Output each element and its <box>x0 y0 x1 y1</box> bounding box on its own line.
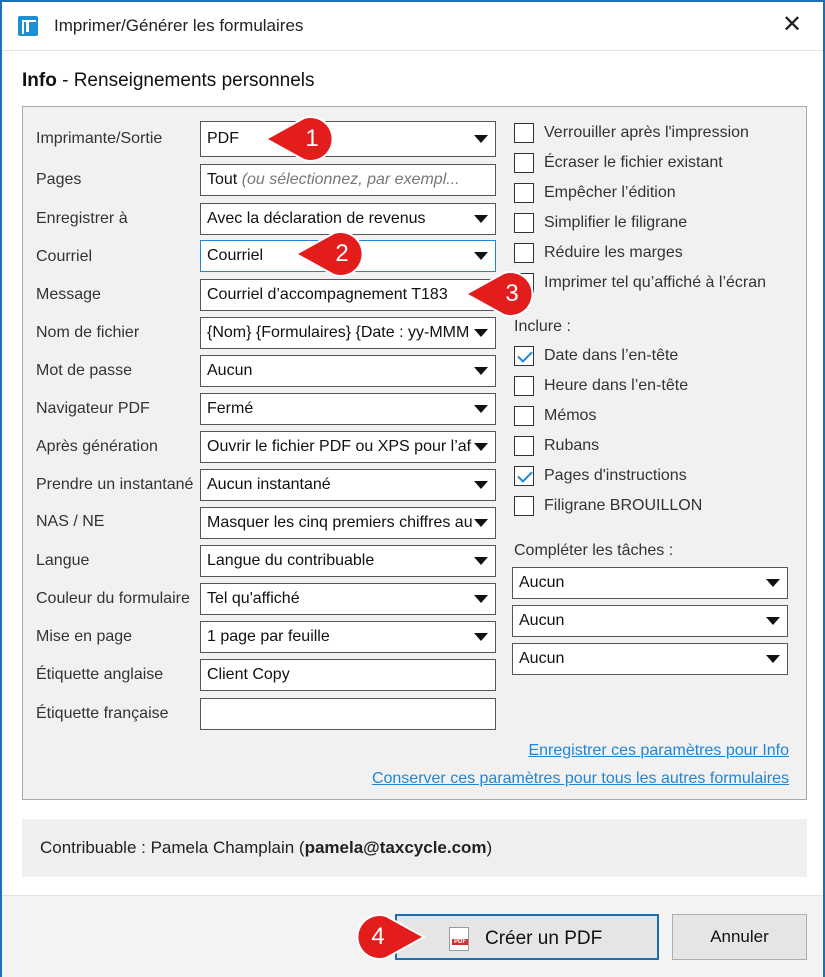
checkbox-label: Imprimer tel qu’affiché à l’écran <box>544 274 767 291</box>
checkbox-box[interactable] <box>514 183 534 203</box>
label-email: Courriel <box>36 248 93 265</box>
task-select-value: Aucun <box>519 612 565 629</box>
label-save-to: Enregistrer à <box>36 210 128 227</box>
taxpayer-name: Pamela Champlain ( <box>150 838 305 857</box>
chevron-down-icon <box>474 519 488 527</box>
title-divider <box>2 50 823 51</box>
label-sin-bn: NAS / NE <box>36 513 105 530</box>
chevron-down-icon <box>474 135 488 143</box>
complete-tasks-label: Compléter les tâches : <box>514 542 674 559</box>
taxpayer-close: ) <box>486 838 493 857</box>
callout-2 <box>294 227 394 277</box>
checkbox-label: Verrouiller après l'impression <box>544 124 749 141</box>
form-color-select[interactable] <box>200 583 496 615</box>
label-form-color: Couleur du formulaire <box>36 590 190 607</box>
task-select-2[interactable] <box>512 605 788 637</box>
close-icon[interactable]: ✕ <box>781 11 803 38</box>
chevron-down-icon <box>766 617 780 625</box>
email-value: Courriel <box>207 247 264 264</box>
label-pages: Pages <box>36 171 82 188</box>
chevron-down-icon <box>474 633 488 641</box>
taxpayer-sep: : <box>136 838 151 857</box>
checkbox-label: Mémos <box>544 407 597 424</box>
checkbox-box[interactable] <box>514 496 534 516</box>
label-password: Mot de passe <box>36 362 133 379</box>
label-after-generation: Après génération <box>36 438 158 455</box>
section-title <box>22 70 315 92</box>
create-pdf-label: Créer un PDF <box>485 928 603 949</box>
section-title-rest: - Renseignements personnels <box>56 70 315 91</box>
after-generation-select[interactable] <box>200 431 496 463</box>
pdf-viewer-value: Fermé <box>207 400 254 417</box>
callout-3 <box>464 267 564 317</box>
pages-placeholder: (ou sélectionnez, par exempl... <box>241 171 460 188</box>
label-file-name: Nom de fichier <box>36 324 140 341</box>
taxpayer-label: Contribuable <box>40 838 137 857</box>
pdf-viewer-select[interactable] <box>200 393 496 425</box>
title-bar <box>2 2 823 50</box>
taxpayer-info-bar <box>22 819 807 877</box>
snapshot-value: Aucun instantané <box>207 476 331 493</box>
taxpayer-email: pamela@taxcycle.com <box>304 838 487 857</box>
layout-value: 1 page par feuille <box>207 628 330 645</box>
checkbox-label: Filigrane BROUILLON <box>544 497 703 514</box>
label-message: Message <box>36 286 101 303</box>
checkbox-box[interactable] <box>514 466 534 486</box>
checkbox-label: Pages d'instructions <box>544 467 687 484</box>
sin-bn-value: Masquer les cinq premiers chiffres au <box>207 514 473 531</box>
message-value: Courriel d’accompagnement T183 <box>207 286 448 303</box>
checkbox-label: Heure dans l’en-tête <box>544 377 689 394</box>
checkbox-box[interactable] <box>514 153 534 173</box>
label-language: Langue <box>36 552 90 569</box>
checkbox-box[interactable] <box>514 123 534 143</box>
after-generation-value: Ouvrir le fichier PDF ou XPS pour l’af <box>207 438 472 455</box>
file-name-select[interactable] <box>200 317 496 349</box>
taxcycle-app-icon <box>18 16 38 36</box>
pages-input[interactable] <box>200 164 496 196</box>
callout-number: 2 <box>335 240 349 267</box>
checkbox-box[interactable] <box>514 376 534 396</box>
message-input[interactable] <box>200 279 496 311</box>
task-select-1[interactable] <box>512 567 788 599</box>
file-name-value: {Nom} {Formulaires} {Date : yy-MMM <box>207 324 470 341</box>
label-pdf-viewer: Navigateur PDF <box>36 400 150 417</box>
label-french-tag: Étiquette française <box>36 705 169 722</box>
chevron-down-icon <box>474 443 488 451</box>
checkbox-label: Empêcher l’édition <box>544 184 676 201</box>
snapshot-select[interactable] <box>200 469 496 501</box>
callout-4 <box>342 910 442 960</box>
checkbox-label: Date dans l’en-tête <box>544 347 679 364</box>
checkbox-label: Simplifier le filigrane <box>544 214 688 231</box>
checkbox-label: Écraser le fichier existant <box>544 154 723 171</box>
checkbox-box[interactable] <box>514 213 534 233</box>
checkbox-box[interactable] <box>514 243 534 263</box>
english-tag-value: Client Copy <box>207 666 290 683</box>
chevron-down-icon <box>766 579 780 587</box>
french-tag-input[interactable] <box>200 698 496 730</box>
checkbox-box[interactable] <box>514 346 534 366</box>
chevron-down-icon <box>474 595 488 603</box>
language-value: Langue du contribuable <box>207 552 375 569</box>
callout-number: 1 <box>305 125 319 152</box>
printer-output-value: PDF <box>207 130 239 147</box>
cancel-button[interactable]: Annuler <box>672 914 807 960</box>
layout-select[interactable] <box>200 621 496 653</box>
window-title: Imprimer/Générer les formulaires <box>54 16 304 35</box>
form-color-value: Tel qu'affiché <box>207 590 300 607</box>
chevron-down-icon <box>474 215 488 223</box>
sin-bn-select[interactable] <box>200 507 496 539</box>
language-select[interactable] <box>200 545 496 577</box>
chevron-down-icon <box>474 329 488 337</box>
callout-number: 3 <box>505 280 519 307</box>
english-tag-input[interactable] <box>200 659 496 691</box>
task-select-3[interactable] <box>512 643 788 675</box>
label-layout: Mise en page <box>36 628 133 645</box>
save-settings-for-info-link[interactable]: Enregistrer ces paramètres pour Info <box>528 742 789 759</box>
label-english-tag: Étiquette anglaise <box>36 666 164 683</box>
label-printer-output: Imprimante/Sortie <box>36 130 163 147</box>
checkbox-label: Réduire les marges <box>544 244 683 261</box>
chevron-down-icon <box>474 557 488 565</box>
include-label: Inclure : <box>514 318 571 335</box>
password-value: Aucun <box>207 362 253 379</box>
checkbox-box[interactable] <box>514 406 534 426</box>
pdf-file-icon <box>449 927 469 951</box>
callout-number: 4 <box>371 923 385 950</box>
chevron-down-icon <box>474 252 488 260</box>
chevron-down-icon <box>474 367 488 375</box>
callout-1 <box>264 112 364 162</box>
section-title-bold: Info <box>22 70 57 91</box>
chevron-down-icon <box>474 481 488 489</box>
label-snapshot: Prendre un instantané <box>36 476 194 493</box>
save-to-value: Avec la déclaration de revenus <box>207 210 426 227</box>
keep-settings-all-forms-link[interactable]: Conserver ces paramètres pour tous les autres formulaires <box>371 770 789 787</box>
chevron-down-icon <box>474 405 488 413</box>
password-select[interactable] <box>200 355 496 387</box>
chevron-down-icon <box>766 655 780 663</box>
checkbox-label: Rubans <box>544 437 600 454</box>
pages-value: Tout <box>207 171 238 188</box>
task-select-value: Aucun <box>519 574 565 591</box>
task-select-value: Aucun <box>519 650 565 667</box>
checkbox-box[interactable] <box>514 436 534 456</box>
